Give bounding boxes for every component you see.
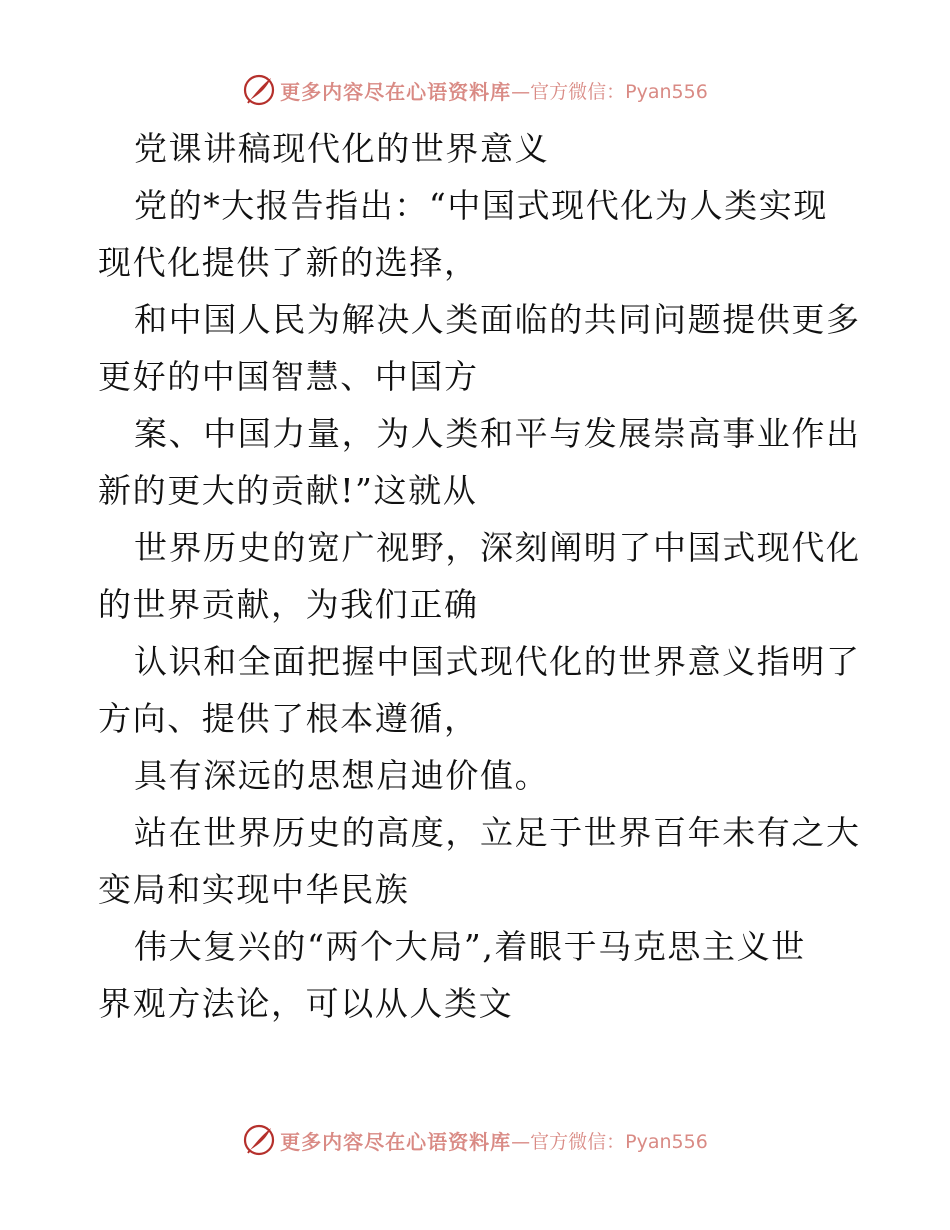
- text-line: 新的更大的贡献!”这就从: [98, 471, 478, 510]
- text-line: 变局和实现中华民族: [98, 870, 410, 909]
- text-line: 伟大复兴的“两个大局”,着眼于马克思主义世: [134, 927, 806, 966]
- watermark-text: 更多内容尽在心语资料库: [280, 79, 512, 104]
- text-line: 认识和全面把握中国式现代化的世界意义指明了: [134, 642, 861, 681]
- text-line: 具有深远的思想启迪价值。: [134, 756, 550, 795]
- watermark-contact: —官方微信：Pyan556: [511, 80, 708, 103]
- watermark-text: 更多内容尽在心语资料库: [280, 1129, 512, 1154]
- text-line: 站在世界历史的高度，立足于世界百年未有之大: [134, 813, 861, 852]
- page-footer: [0, 1120, 950, 1160]
- text-line: 党的*大报告指出：“中国式现代化为人类实现: [134, 186, 828, 225]
- text-line: 更好的中国智慧、中国方: [98, 357, 479, 396]
- text-line: 现代化提供了新的选择，: [98, 243, 479, 282]
- text-line: 的世界贡献，为我们正确: [98, 585, 479, 624]
- document-title: 党课讲稿现代化的世界意义: [134, 129, 550, 168]
- watermark-contact: —官方微信：Pyan556: [511, 1130, 708, 1153]
- page-header: [0, 70, 950, 110]
- text-line: 方向、提供了根本遵循，: [98, 699, 479, 738]
- text-line: 和中国人民为解决人类面临的共同问题提供更多: [134, 300, 861, 339]
- quill-pen-logo-icon: [242, 1123, 276, 1157]
- document-body: [98, 120, 861, 1032]
- text-line: 世界历史的宽广视野，深刻阐明了中国式现代化: [134, 528, 861, 567]
- text-line: 界观方法论，可以从人类文: [98, 984, 514, 1023]
- watermark-brand: [242, 1123, 708, 1157]
- watermark-brand: [242, 73, 708, 107]
- text-line: 案、中国力量，为人类和平与发展崇高事业作出: [134, 414, 861, 453]
- quill-pen-logo-icon: [242, 73, 276, 107]
